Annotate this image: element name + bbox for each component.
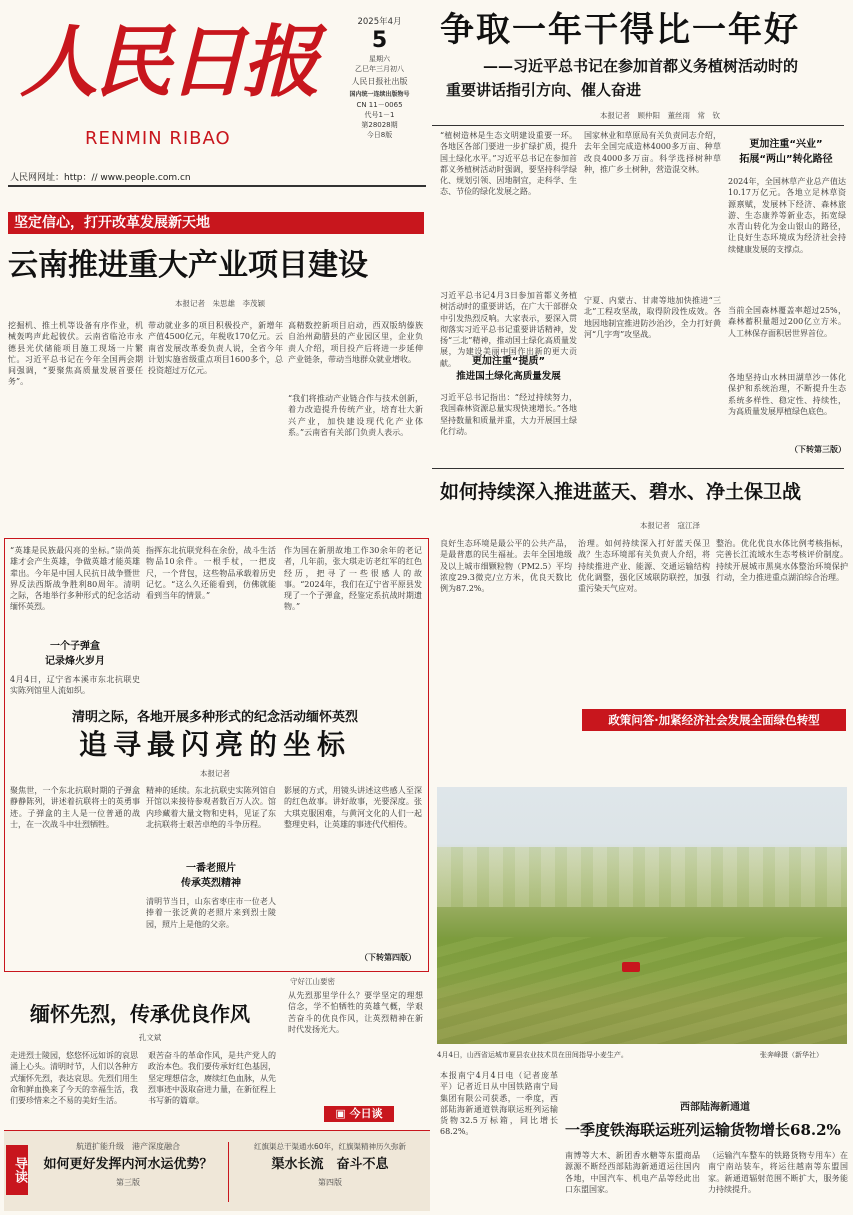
feature-kicker: 清明之际，各地开展多种形式的纪念活动缅怀英烈 <box>71 710 358 725</box>
lead2-col-1: 挖掘机、推土机等设备有序作业，机械轰鸣声此起彼伏。云南省临沧市永德县光伏储能项目施工现场一片繁忙。习近平总书记在今年全国两会期间强调，“要聚焦高质量发展首要任务”。 <box>8 321 143 387</box>
weekday: 星期六 <box>369 55 390 63</box>
commentary-col-2: 艰苦奋斗的革命作风，是共产党人的政治本色。我们要传承好红色基因，坚定理想信念，赓续红色血脉，从先烈事迹中汲取奋进力量，在新征程上书写新的篇章。 <box>148 1051 276 1106</box>
photo-tractor <box>622 962 640 972</box>
lead2-col-3b: “我们将推动产业链合作与技术创新，着力改造提升传统产业，培育壮大新兴产业，加快建设现代化产业体系。”云南省有关部门负责人表示。 <box>288 394 423 437</box>
today-label-text: 今日谈 <box>349 1107 383 1120</box>
lead-col-1c: 习近平总书记指出：“经过持续努力，我国森林资源总量实现快速增长。”各地坚持数量和质量并重，大力开展国土绿化行动。 <box>440 393 577 436</box>
commentary-col-1: 走进烈士陵园，悠悠怀远如诉的哀思涌上心头。清明时节，人们以各种方式缅怀先烈，表达哀思。先烈们用生命和鲜血换来了今天的幸福生活，我们要珍惜来之不易的美好生活。 <box>10 1051 138 1106</box>
lead-col-2b: 宁夏、内蒙古、甘肃等地加快推进“三北”工程攻坚战，取得阶段性成效。各地因地制宜推进防沙治沙，全力打好黄河“几字弯”攻坚战。 <box>584 296 721 339</box>
issue-number: 第28028期 <box>361 121 398 129</box>
masthead-title: 人民日报 <box>20 17 317 108</box>
masthead-rule-right <box>432 125 844 126</box>
lead2-col-2: 带动就业多的项目积极投产，新增年产值4500亿元，年税收170亿元。云南省发展改革委负责人说，全省今年计划实施省级重点项目1600多个，总投资超过万亿元。 <box>148 321 283 376</box>
lead2-headline: 云南推进重大产业项目建设 <box>8 248 368 283</box>
lead-col-3: 当前全国森林覆盖率超过25%，森林蓄积量超过200亿立方米。人工林保存面积居世界首位。 <box>728 306 846 338</box>
side-col: 2024年，全国林草产业总产值达10.17万亿元。各地立足林草资源禀赋，发展林下经济、森林旅游、生态康养等新业态，拓宽绿水青山转化为金山银山的路径，让良好生态环境成为经济社会持续健康发展的支撑点。 <box>728 177 846 254</box>
date-day: 5 <box>371 28 388 53</box>
guide-item-1-title: 如何更好发挥内河水运优势？ <box>43 1157 213 1172</box>
kicker-bar: 坚定信心，打开改革发展新天地 <box>8 212 424 234</box>
feature-headline: 追寻最闪亮的坐标 <box>78 728 351 761</box>
lead-subhead-a2: 推进国土绿化高质量发展 <box>456 371 561 382</box>
lead-col-3b: 各地坚持山水林田湖草沙一体化保护和系统治理，不断提升生态系统多样性、稳定性、持续性，为高质量发展厚植绿色底色。 <box>728 373 846 416</box>
guide-label: 导读 <box>6 1145 28 1195</box>
guide-item-2-title: 渠水长流 奋斗不息 <box>271 1157 389 1172</box>
lead-bottom-rule <box>432 468 844 469</box>
feature-col-3: 作为国在新朋故地工作30余年的老记者，几年前，张大琪走访老红军的红色经历，把寻了一些很感人的故事。“2024年，我们在辽宁省平原县发现了一个子弹盒，经鉴定系抗战时期遗物。” <box>284 546 422 612</box>
lead-col-2: 国家林业和草原局有关负责同志介绍，去年全国完成造林4000多万亩、种草改良4000多万亩。科学选择树种草种，推广乡土树种，营造混交林。 <box>584 131 721 174</box>
masthead-pinyin: RENMIN RIBAO <box>85 128 231 149</box>
env-headline: 如何持续深入推进蓝天、碧水、净土保卫战 <box>440 481 802 503</box>
guide-divider <box>228 1142 229 1202</box>
edition-info <box>337 10 422 170</box>
rail-kicker: 西部陆海新通道 <box>680 1102 750 1113</box>
lead-subhead-a1: 更加注重“提质” <box>471 356 546 367</box>
publisher: 人民日报社出版 <box>351 77 408 86</box>
feature-byline: 本报记者 <box>200 769 230 778</box>
commentary-byline: 孔文斌 <box>138 1033 162 1042</box>
guide-item-2[interactable] <box>236 1140 424 1205</box>
photo-caption: 4月4日，山西省运城市夏县农业技术员在田间指导小麦生产。 <box>437 1051 628 1059</box>
env-col-1: 良好生态环境是最公平的公共产品，是最普惠的民生福祉。去年全国地级及以上城市细颗粒物（PM2.5）平均浓度29.3微克/立方米，优良天数比例为87.2%。 <box>440 539 572 594</box>
guide-item-1-kicker: 航道扩能升级 港产深度融合 <box>76 1142 180 1151</box>
commentary-col-3: 从先烈那里学什么？要学坚定的理想信念，学不怕牺牲的英雄气概，学艰苦奋斗的优良作风，让英烈精神在新时代发扬光大。 <box>288 991 423 1034</box>
masthead-logo <box>10 4 330 154</box>
feature-continued: （下转第四版） <box>360 952 416 962</box>
econ-banner: 政策问答·加紧经济社会发展全面绿色转型 <box>582 709 846 731</box>
lead-byline: 本报记者 顾仲阳 董丝雨 常 钦 <box>600 111 720 120</box>
env-col-3: 整治。优化优良水体比例考核指标，完善长江流域水生态考核评价制度。持续开展城市黑臭水体整治环境保护行动，全力推进重点湖泊综合治理。 <box>716 539 848 582</box>
rail-col-3: （运输汽车整车的铁路货物专用车）在南宁南站装车，将运往越南等东盟国家。新通道辐射范围不断扩大，服务能力持续提升。 <box>708 1151 848 1194</box>
website-label: 人民网网址：http：// www.people.com.cn <box>10 173 191 183</box>
cn-code: CN 11－0065 <box>356 101 403 109</box>
feature-col-1: “英雄是民族最闪亮的坐标。”崇尚英雄才会产生英雄，争做英雄才能英雄辈出。今年是中国人民抗日战争暨世界反法西斯战争胜利80周年。清明之际，各地举行多种形式的纪念活动缅怀英烈。 <box>10 546 140 612</box>
guide-item-1-page: 第三版 <box>116 1178 140 1187</box>
side-subhead-2: 拓展“两山”转化路径 <box>739 154 833 165</box>
lead2-col-3: 高精数控新项目启动，西双版纳傣族自治州勐腊县的产业园区里，企业负责人介绍，项目投产后将进一步延伸产业链条，带动当地群众就业增收。 <box>288 321 423 364</box>
lead-subheadline-1: ——习近平总书记在参加首都义务植树活动时的 <box>483 57 799 75</box>
lead-continued: （下转第三版） <box>790 444 846 454</box>
lead-headline: 争取一年干得比一年好 <box>440 10 800 50</box>
guide-item-2-kicker: 红旗渠总干渠通水60年，红旗渠精神历久弥新 <box>253 1142 407 1151</box>
today-icon: ▣ <box>335 1107 346 1120</box>
env-col-2: 治理。如何持续深入打好蓝天保卫战？生态环境部有关负责人介绍，将持续推进产业、能源、交通运输结构优化调整，强化区域联防联控，加强重污染天气应对。 <box>578 539 710 594</box>
date-year-month: 2025年4月 <box>357 17 402 27</box>
guide-item-2-page: 第四版 <box>318 1178 342 1187</box>
lead-col-1b: 习近平总书记4月3日参加首都义务植树活动时的重要讲话，在广大干部群众中引发热烈反响。大家表示，要深入贯彻落实习近平总书记重要讲话精神，发扬“三北”精神，推动国土绿化高质量发展，为建设美丽中国作出新的更大贡献。 <box>440 291 577 368</box>
post-code: 代号1－1 <box>364 111 395 119</box>
feature-col-4: 聚焦世，一个东北抗联时期的子弹盒静静陈列，讲述着抗联将士的英勇事迹。子弹盒的主人是一位普通的战士，在一次战斗中壮烈牺牲。 <box>10 786 140 829</box>
env-byline: 本报记者 寇江泽 <box>640 521 700 530</box>
feature-subhead-4: 传承英烈精神 <box>181 878 241 889</box>
feature-subhead-3: 一番老照片 <box>186 863 236 874</box>
news-photo <box>437 787 847 1044</box>
lunar-date: 乙巳年三月初八 <box>355 65 404 73</box>
today-label <box>324 1106 394 1122</box>
rail-col-1: 本报南宁4月4日电（记者庞革平）记者近日从中国铁路南宁局集团有限公司获悉，一季度，西部陆海新通道铁海联运班列运输货物32.5万标箱，同比增长68.2%。 <box>440 1071 558 1137</box>
feature-col-2: 指挥东北抗联党科在余份，战斗生活物品10余件。一根手杖，一把皮尺，一个背包，这些物品承载着历史记忆。“这么久还能看到，仿佛就能看到当年的情景。” <box>146 546 276 601</box>
masthead-rule <box>8 185 426 187</box>
feature-col-6: 影展的方式，用镜头讲述这些感人至深的红色故事。讲好故事，光要深度。张大琪克服困难，与黄河文化的人们一起整理史料，让英雄的事迹代代相传。 <box>284 786 422 829</box>
side-subhead-1: 更加注重“兴业” <box>749 139 823 150</box>
feature-subhead-2: 记录烽火岁月 <box>45 656 105 667</box>
guide-item-1[interactable] <box>34 1140 222 1205</box>
lead-col-1: “植树造林是生态文明建设重要一环。各地区各部门要进一步扩绿扩质，提升国土绿化水平。”习近平总书记在参加首都义务植树活动时强调，要坚持科学绿化、规划引领、因地制宜，走科学、生态、节俭的绿化发展之路。 <box>440 131 577 197</box>
rail-col-2: 南博等大木、新团香水糖等东盟商品源源不断经西部陆海新通道运往国内各地，中国汽车、机电产品等经此出口东盟国家。 <box>565 1151 700 1194</box>
feature-subhead-1: 一个子弹盒 <box>50 641 100 652</box>
feature-col-1b: 4月4日，辽宁省本溪市东北抗联史实陈列馆里人流如织。 <box>10 675 140 696</box>
photo-field <box>437 937 847 1044</box>
lead-subheadline-2: 重要讲话指引方向、催人奋进 <box>446 81 642 99</box>
feature-col-5: 精神的延续。东北抗联史实陈列馆自开馆以来接待参观者数百万人次。馆内珍藏着大量文物和史料，见证了东北抗联将士艰苦卓绝的斗争历程。 <box>146 786 276 829</box>
photo-trees <box>437 847 847 907</box>
photo-credit: 张奔峰摄（新华社） <box>760 1051 823 1059</box>
lead2-byline: 本报记者 朱思雄 李茂颖 <box>175 299 265 308</box>
serial-label: 国内统一连续出版物号 <box>349 91 410 98</box>
commentary-headline: 缅怀先烈，传承优良作风 <box>30 1002 250 1026</box>
feature-col-5b: 清明节当日，山东省枣庄市一位老人捧着一张泛黄的老照片来到烈士陵园，照片上是他的父亲。 <box>146 897 276 929</box>
commentary-tag: 守好江山要密 <box>290 977 335 986</box>
rail-headline: 一季度铁海联运班列运输货物增长68.2% <box>565 1121 841 1139</box>
page-count: 今日8版 <box>366 131 393 139</box>
